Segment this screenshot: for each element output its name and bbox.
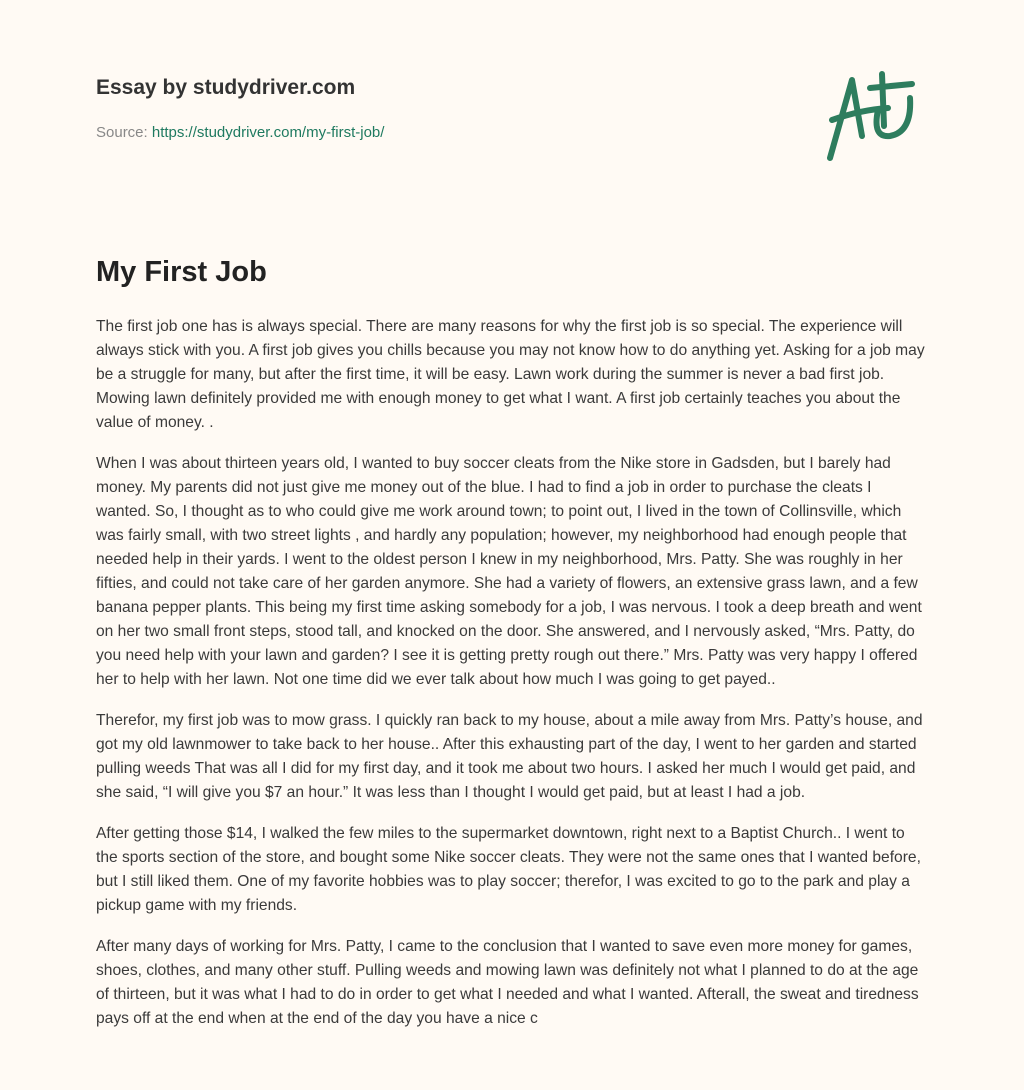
a-plus-logo-icon xyxy=(820,66,930,166)
essay-paragraph: Therefor, my first job was to mow grass. I quickly ran back to my house, about a mile away from Mrs. Patty’s house, and got my old lawnmower to take back to her house.. After this exhausting part of the day, I went to her garden and started pulling weeds That was all I did for my first day, and it took me about two hours. I asked her much I would get paid, and she said, “I will give you $7 an hour.” It was less than I thought I would get paid, but at least I had a job. xyxy=(96,712,923,801)
essay-body xyxy=(96,315,928,1048)
essay-paragraph: After many days of working for Mrs. Patty, I came to the conclusion that I wanted to save even more money for games, shoes, clothes, and many other stuff. Pulling weeds and mowing lawn was definitely not what I planned to do at the age of thirteen, but it was what I had to do in order to get what I needed and what I wanted. Afterall, the sweat and tiredness pays off at the end when at the end of the day you have a nice c xyxy=(96,938,919,1027)
essay-paragraph: When I was about thirteen years old, I wanted to buy soccer cleats from the Nike store in Gadsden, but I barely had money. My parents did not just give me money out of the blue. I had to find a job in order to purchase the cleats I wanted. So, I thought as to who could give me work around town; to point out, I lived in the town of Collinsville, which was fairly small, with two street lights , and hardly any population; however, my neighborhood had enough people that needed help in their yards. I went to the oldest person I knew in my neighborhood, Mrs. Patty. She was roughly in her fifties, and could not take care of her garden anymore. She had a variety of flowers, an extensive grass lawn, and a few banana pepper plants. This being my first time asking somebody for a job, I was nervous. I took a deep breath and went on her two small front steps, stood tall, and knocked on the door. She answered, and I nervously asked, “Mrs. Patty, do you need help with your lawn and garden? I see it is getting pretty rough out there.” Mrs. Patty was very happy I offered her to help with her lawn. Not one time did we ever talk about how much I was going to get payed.. xyxy=(96,455,922,688)
page-header xyxy=(0,0,1024,230)
essay-paragraph: After getting those $14, I walked the few miles to the supermarket downtown, right next to a Baptist Church.. I went to the sports section of the store, and bought some Nike soccer cleats. They were not the same ones that I wanted before, but I still liked them. One of my favorite hobbies was to play soccer; therefor, I was excited to go to the park and play a pickup game with my friends. xyxy=(96,825,921,914)
source-link[interactable]: https://studydriver.com/my-first-job/ xyxy=(151,124,385,141)
essay-title: My First Job xyxy=(96,256,267,288)
site-title: Essay by studydriver.com xyxy=(96,76,356,99)
source-label: Source: xyxy=(96,124,148,141)
source-line xyxy=(96,124,384,141)
essay-paragraph: The first job one has is always special. There are many reasons for why the first job is so special. The experience will always stick with you. A first job gives you chills because you may not know how to do anything yet. Asking for a job may be a struggle for many, but after the first time, it will be easy. Lawn work during the summer is never a bad first job. Mowing lawn definitely provided me with enough money to get what I want. A first job certainly teaches you about the value of money. . xyxy=(96,318,925,431)
